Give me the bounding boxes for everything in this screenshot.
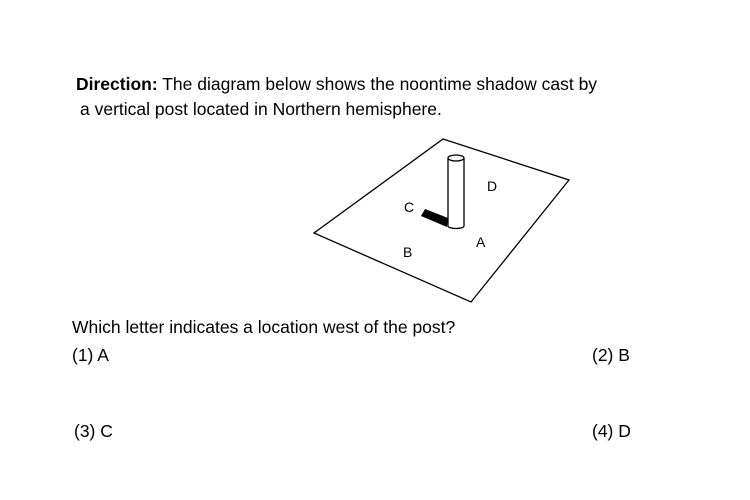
- direction-line-1: The diagram below shows the noontime shadow cast by: [157, 74, 598, 94]
- direction-label: Direction:: [76, 74, 158, 94]
- direction-line-2: a vertical post located in Northern hemisphere.: [80, 99, 442, 119]
- choice-1[interactable]: (1) A: [72, 345, 109, 365]
- vertical-post: [448, 155, 464, 229]
- choice-2[interactable]: (2) B: [592, 345, 630, 365]
- label-c: C: [404, 199, 415, 215]
- label-b: B: [403, 244, 413, 260]
- label-a: A: [476, 234, 486, 250]
- choice-4[interactable]: (4) D: [592, 421, 631, 441]
- label-d: D: [487, 178, 498, 194]
- choice-3[interactable]: (3) C: [74, 421, 113, 441]
- question-text: Which letter indicates a location west of the post?: [72, 317, 456, 337]
